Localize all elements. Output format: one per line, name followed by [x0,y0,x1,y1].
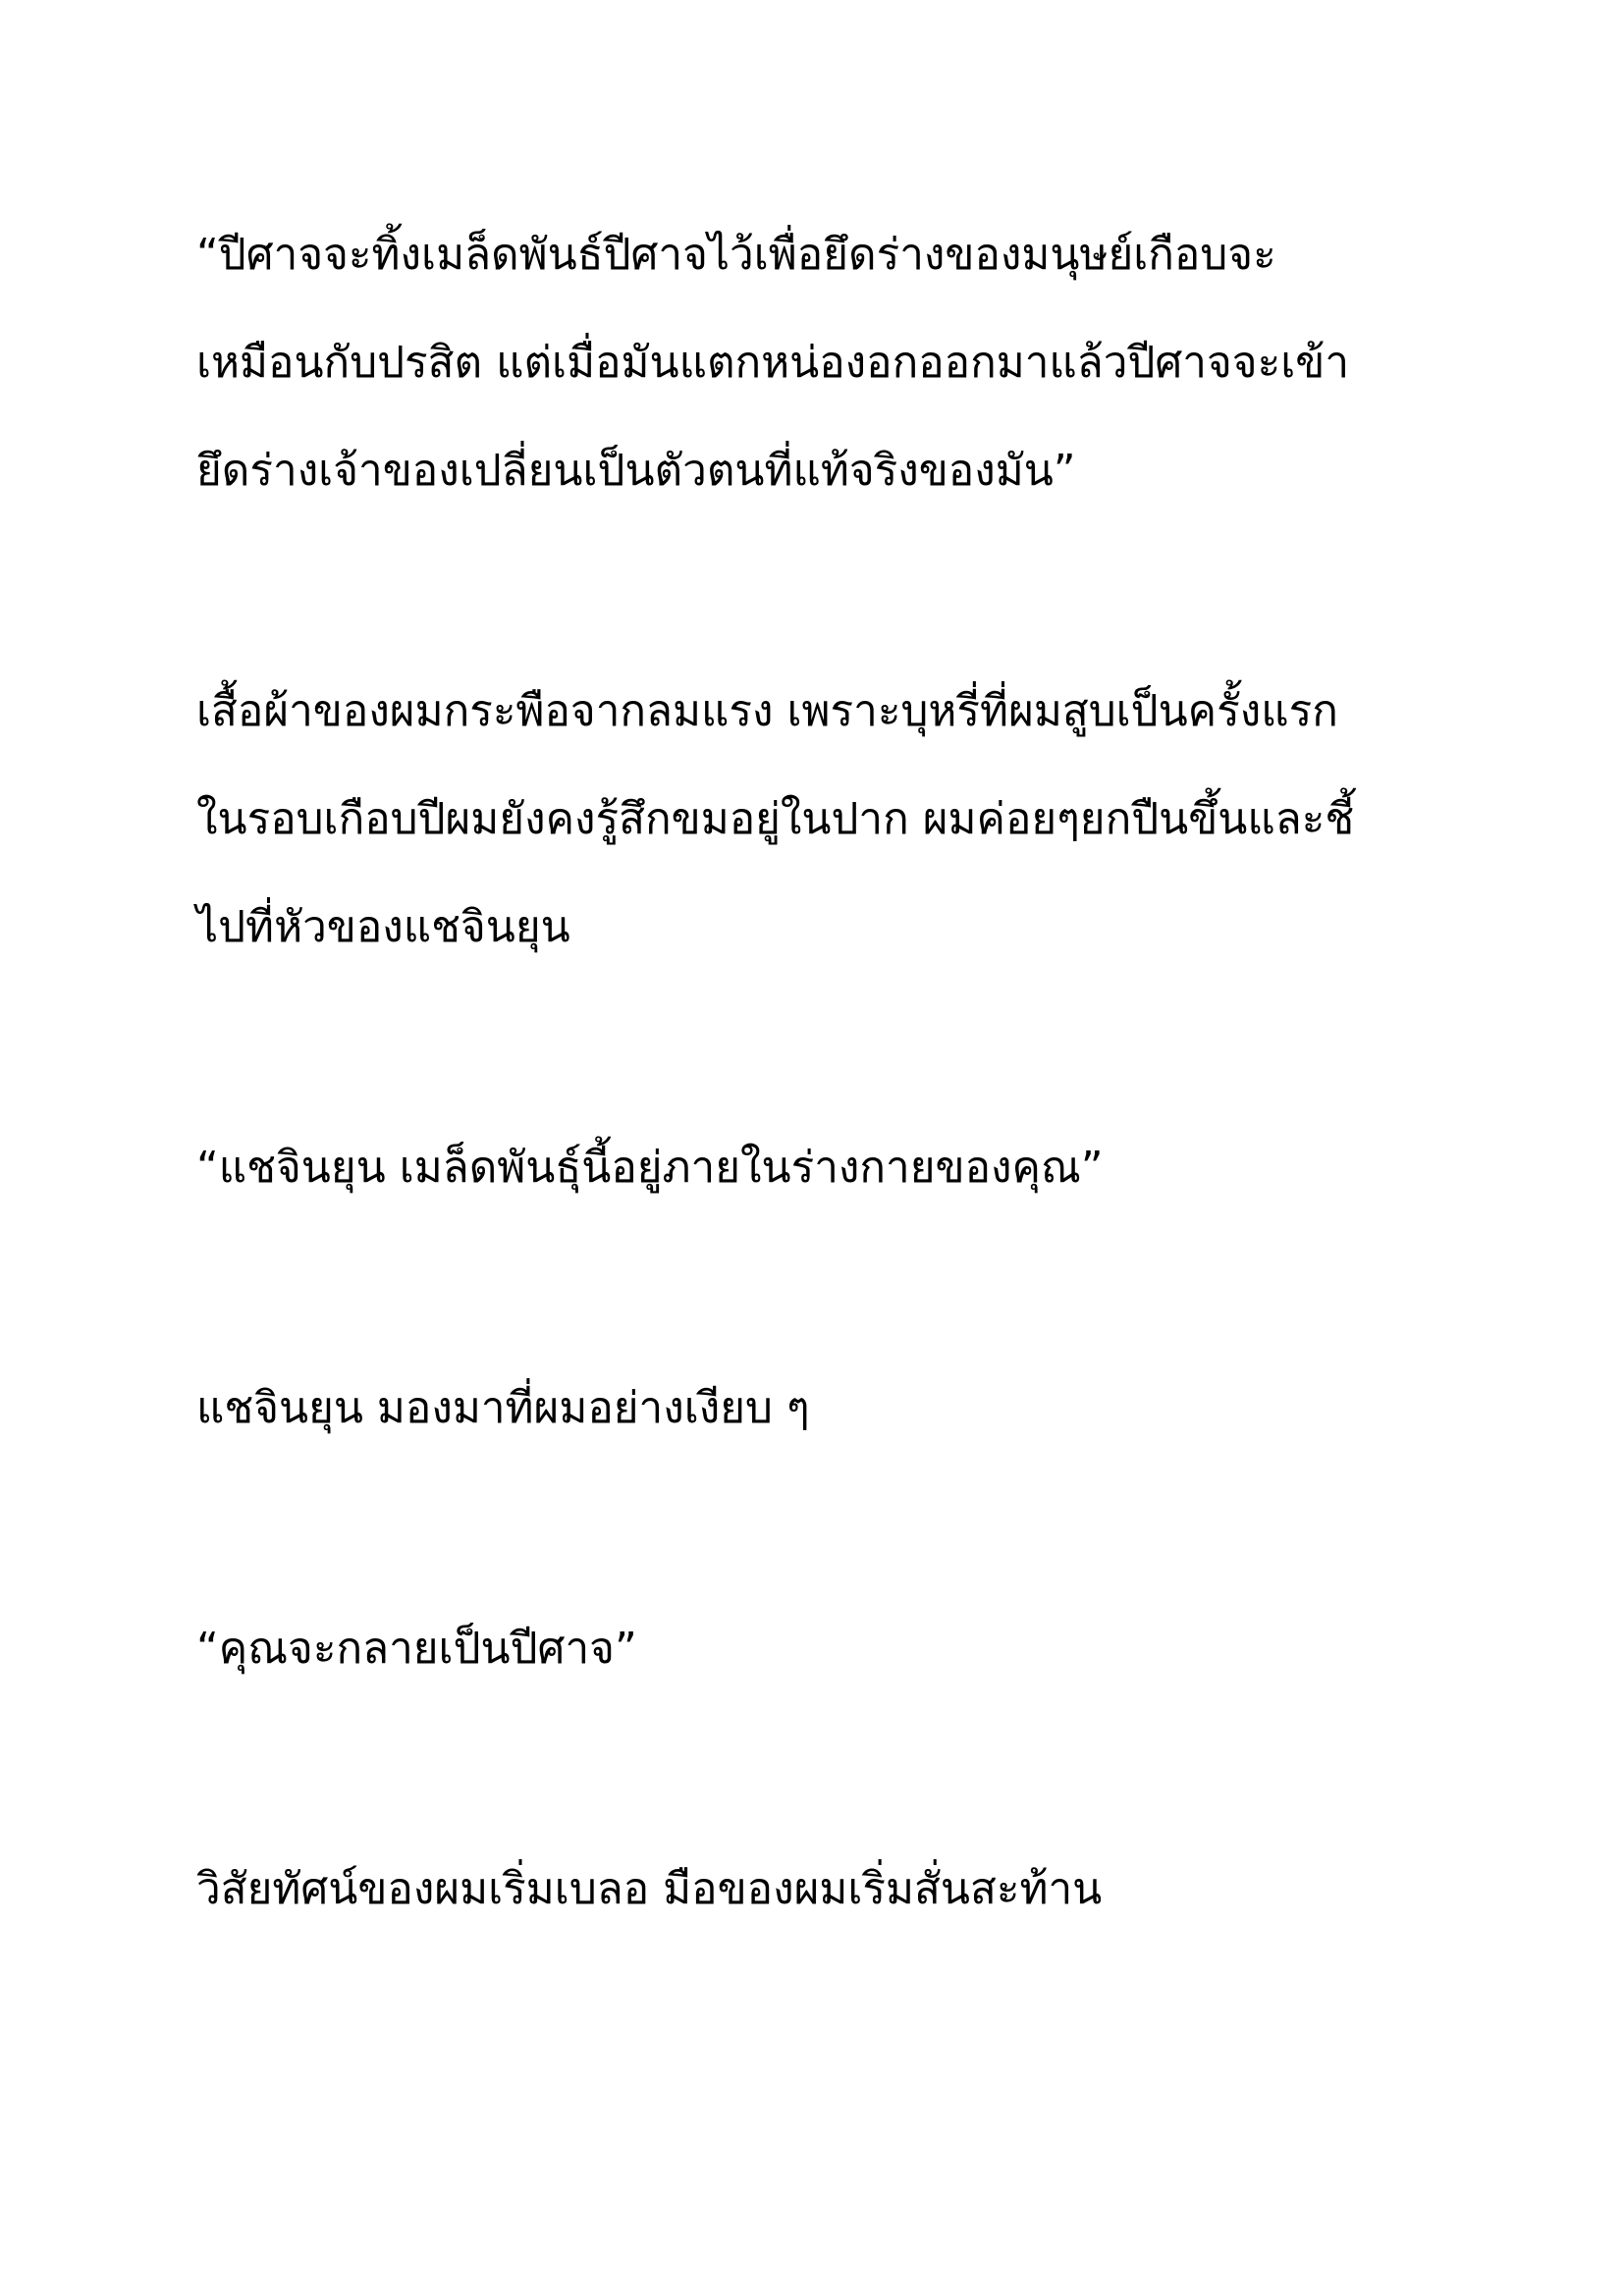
text-line: เสื้อผ้าของผมกระพือจากลมแรง เพราะบุหรี่ที่ผมสูบเป็นครั้งแรก [196,686,1338,736]
paragraph-6 [196,1836,1463,1944]
paragraph-2 [196,658,1463,982]
text-line: ในรอบเกือบปีผมยังคงรู้สึกขมอยู่ในปาก ผมค่อยๆยกปืนขึ้นและชี้ [196,794,1355,844]
text-line: ไปที่หัวของแชจินยุน [196,902,570,952]
text-line: “คุณจะกลายเป็นปีศาจ” [196,1624,637,1674]
text-line: “แชจินยุน เมล็ดพันธุ์นี้อยู่ภายในร่างกายของคุณ” [196,1143,1104,1193]
paragraph-4 [196,1355,1463,1463]
text-line: ยึดร่างเจ้าของเปลี่ยนเป็นตัวตนที่แท้จริงของมัน” [196,446,1076,496]
paragraph-3 [196,1114,1463,1222]
text-line: แชจินยุน มองมาที่ผมอย่างเงียบ ๆ [196,1383,810,1433]
text-line: เหมือนกับปรสิต แต่เมื่อมันแตกหน่องอกออกมาแล้วปีศาจจะเข้า [196,338,1350,388]
paragraph-5 [196,1595,1463,1703]
text-line: วิสัยทัศน์ของผมเริ่มเบลอ มือของผมเริ่มสั่นสะท้าน [196,1864,1103,1914]
text-line: “ปีศาจจะทิ้งเมล็ดพันธ์ปีศาจไว้เพื่อยึดร่างของมนุษย์เกือบจะ [196,230,1276,280]
paragraph-1 [196,201,1463,525]
